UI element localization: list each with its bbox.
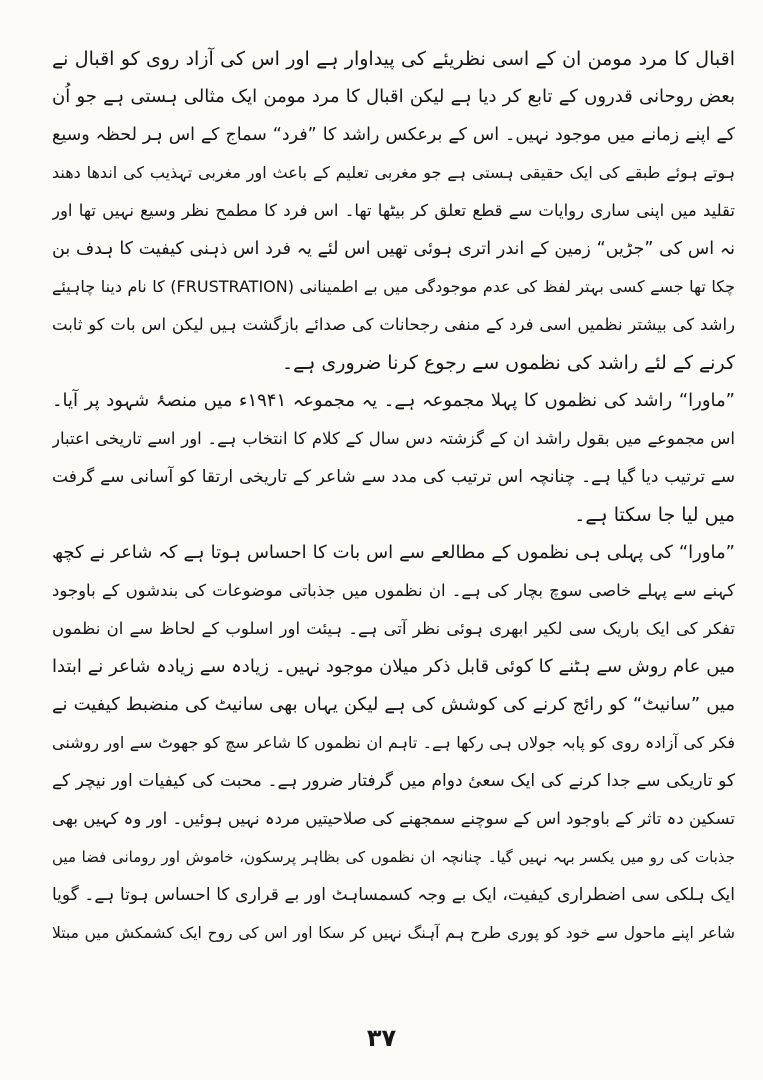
text-line: اس مجموعے میں بقول راشد ان کے گزشتہ دس سال کے کلام کا انتخاب ہے۔ اور اسے تاریخی اعتبار xyxy=(52,429,735,448)
text-line: ”ماورا“ کی پہلی ہی نظموں کے مطالعے سے اس بات کا احساس ہوتا ہے کہ شاعر نے کچھ xyxy=(52,542,735,563)
body-text xyxy=(52,40,735,952)
text-line: تفکر کی ایک باریک سی لکیر ابھری ہوئی نظر آتی ہے۔ ہیئت اور اسلوب کے لحاظ سے ان نظموں xyxy=(52,619,735,638)
text-line: کہنے سے پہلے خاصی سوچ بچار کی ہے۔ ان نظموں میں جذباتی موضوعات کی بندشوں کے باوجود xyxy=(52,581,735,600)
text-line: جذبات کی رو میں یکسر بہہ نہیں گیا۔ چنانچہ ان نظموں کی بظاہر پرسکون، خاموش اور رومانی فضا میں xyxy=(52,848,735,866)
text-line: میں ”سانیٹ“ کو رائج کرنے کی کوشش کی ہے لیکن یہاں بھی سانیٹ کی منضبط کیفیت نے xyxy=(52,694,735,715)
text-line: تسکین دہ تاثر کے باوجود اس کے سوچنے سمجھنے کی صلاحیتیں مردہ نہیں ہوئیں۔ اور وہ کہیں بھی xyxy=(52,809,735,828)
text-line: کو تاریکی سے جدا کرنے کی ایک سعیٔ دوام میں گرفتار ضرور ہے۔ محبت کی کیفیات اور نیچر کے xyxy=(52,771,735,791)
text-line: کے اپنے زمانے میں موجود نہیں۔ اس کے برعکس راشد کا ”فرد“ سماج کے اس ہر لحظہ وسیع xyxy=(52,125,735,145)
text-line: سے ترتیب دیا گیا ہے۔ چنانچہ اس ترتیب کی مدد سے شاعر کے تاریخی ارتقا کو آسانی سے گرفت xyxy=(52,467,735,487)
text-line: شاعر اپنے ماحول سے خود کو پوری طرح ہم آہنگ نہیں کر سکا اور اس کی روح ایک کشمکش میں مبتلا xyxy=(52,924,735,942)
text-line: ایک ہلکی سی اضطراری کیفیت، ایک بے وجہ کسمساہٹ اور بے قراری کا احساس ہوتا ہے۔ گویا xyxy=(52,885,735,905)
text-line: میں عام روش سے ہٹنے کا کوئی قابل ذکر میلان موجود نہیں۔ زیادہ سے زیادہ شاعر نے ابتدا xyxy=(52,656,735,677)
text-line: راشد کی بیشتر نظمیں اسی فرد کے منفی رجحانات کی صدائے بازگشت ہیں لیکن اس بات کو ثابت xyxy=(52,315,735,334)
text-line: اقبال کا مرد مومن ان کے اسی نظریئے کی پیداوار ہے اور اس کی آزاد روی کو اقبال نے xyxy=(52,48,735,70)
text-line: ”ماورا“ راشد کی نظموں کا پہلا مجموعہ ہے۔ یہ مجموعہ ۱۹۴۱ء میں منصۂ شہود پر آیا۔ xyxy=(52,390,735,411)
text-line: تقلید میں اپنی ساری روایات سے قطع تعلق کر بیٹھا تھا۔ اس فرد کا مطمح نظر وسیع نہیں تھا اور xyxy=(52,201,735,220)
page-number: ۳۷ xyxy=(366,1024,397,1052)
text-line: میں لیا جا سکتا ہے۔ xyxy=(574,504,735,526)
text-line: چکا تھا جسے کسی بہتر لفظ کی عدم موجودگی میں بے اطمینانی (FRUSTRATION) کا نام دینا چاہیئے xyxy=(52,277,735,296)
text-line: بعض روحانی قدروں کے تابع کر دیا ہے لیکن اقبال کا مرد مومن ایک مثالی ہستی ہے جو اُن xyxy=(52,86,735,107)
text-line: فکر کی آزادہ روی کو پابہ جولاں ہی رکھا ہے۔ تاہم ان نظموں کا شاعر سچ کو جھوٹ سے اور روشنی xyxy=(52,733,735,752)
text-line: ہوتے ہوئے طبقے کی ایک حقیقی ہستی ہے جو مغربی تعلیم کے باعث اور مغربی تہذیب کی اندھا دھند xyxy=(52,163,735,182)
text-line: نہ اس کی ”جڑیں“ زمین کے اندر اتری ہوئی تھیں اس لئے یہ فرد اس ذہنی کیفیت کا ہدف بن xyxy=(52,239,735,259)
text-line: کرنے کے لئے راشد کی نظموں سے رجوع کرنا ضروری ہے۔ xyxy=(281,352,735,374)
